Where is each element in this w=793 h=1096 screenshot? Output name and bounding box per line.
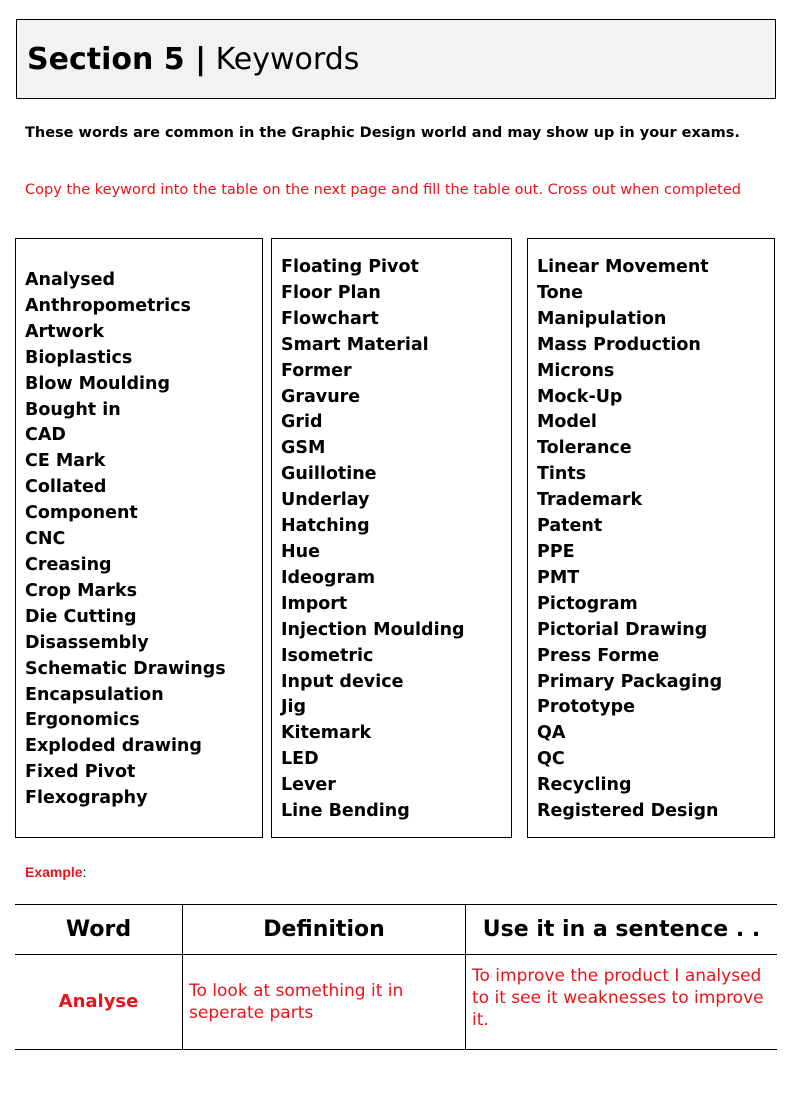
keyword-item: Isometric — [281, 645, 374, 666]
keyword-item: Tolerance — [537, 438, 632, 459]
keyword-item: Component — [25, 503, 138, 524]
example-sentence: To improve the product I analysed to it see it weaknesses to improve it. — [466, 955, 778, 1050]
intro-text: These words are common in the Graphic Design world and may show up in your exams. — [25, 125, 740, 141]
keyword-item: Flowchart — [281, 308, 379, 329]
keyword-item: Artwork — [25, 321, 104, 342]
keyword-item: Bioplastics — [25, 347, 133, 368]
keyword-column-1 — [15, 238, 263, 838]
keyword-item: Pictogram — [537, 593, 638, 614]
table-header-row — [15, 905, 777, 955]
keyword-column-2 — [271, 238, 512, 838]
keyword-item: Primary Packaging — [537, 671, 723, 692]
example-definition: To look at something it in seperate parts — [183, 955, 466, 1050]
keyword-item: CNC — [25, 529, 66, 550]
keyword-item: Creasing — [25, 554, 112, 575]
keyword-item: Lever — [281, 775, 336, 796]
keyword-item: QA — [537, 723, 566, 744]
keyword-item: Manipulation — [537, 308, 667, 329]
keyword-item: Input device — [281, 671, 404, 692]
keyword-list — [25, 268, 226, 812]
keyword-item: Mock-Up — [537, 386, 623, 407]
keyword-item: Gravure — [281, 386, 361, 407]
keyword-item: Model — [537, 412, 597, 433]
keyword-item: PPE — [537, 541, 575, 562]
example-label — [25, 864, 86, 880]
keyword-item: PMT — [537, 567, 580, 588]
keyword-item: Anthropometrics — [25, 295, 191, 316]
keyword-item: Exploded drawing — [25, 736, 202, 757]
keyword-item: CE Mark — [25, 451, 106, 472]
keyword-item: Schematic Drawings — [25, 658, 226, 679]
keyword-item: Linear Movement — [537, 257, 709, 277]
keyword-item: Floor Plan — [281, 282, 381, 303]
keyword-item: Microns — [537, 360, 615, 381]
keyword-item: Smart Material — [281, 334, 429, 355]
keyword-item: Bought in — [25, 399, 121, 420]
keyword-item: Collated — [25, 477, 107, 498]
keyword-item: Registered Design — [537, 801, 719, 822]
keyword-item: GSM — [281, 438, 326, 459]
keyword-list — [537, 255, 722, 825]
example-word: Analyse — [15, 955, 183, 1050]
keyword-item: Ergonomics — [25, 710, 140, 731]
keyword-item: Import — [281, 593, 348, 614]
keyword-item: Underlay — [281, 490, 370, 511]
keyword-item: Injection Moulding — [281, 619, 465, 640]
keyword-item: Analysed — [25, 270, 116, 290]
table-row — [15, 955, 777, 1050]
keyword-item: Grid — [281, 412, 323, 433]
keyword-item: Line Bending — [281, 801, 410, 822]
keyword-item: Patent — [537, 516, 603, 537]
keyword-item: Mass Production — [537, 334, 701, 355]
keyword-item: Hue — [281, 541, 320, 562]
keyword-list — [281, 255, 465, 825]
keyword-item: Trademark — [537, 490, 643, 511]
keyword-item: Guillotine — [281, 464, 377, 485]
keyword-item: Blow Moulding — [25, 373, 171, 394]
keyword-item: Die Cutting — [25, 606, 137, 627]
keyword-item: Crop Marks — [25, 580, 138, 601]
keyword-item: Prototype — [537, 697, 636, 718]
keyword-item: Tone — [537, 282, 583, 303]
title-banner — [16, 19, 776, 99]
section-number: Section 5 | — [27, 42, 207, 77]
instruction-text: Copy the keyword into the table on the next page and fill the table out. Cross out when completed — [25, 182, 741, 198]
keyword-item: Disassembly — [25, 632, 149, 653]
keyword-item: Hatching — [281, 516, 370, 537]
keyword-item: Press Forme — [537, 645, 660, 666]
keyword-item: Kitemark — [281, 723, 372, 744]
keyword-item: QC — [537, 749, 565, 770]
keyword-item: Former — [281, 360, 352, 381]
page-title — [27, 42, 359, 78]
keyword-item: Flexography — [25, 788, 148, 809]
header-definition: Definition — [183, 905, 466, 955]
keyword-item: Floating Pivot — [281, 257, 419, 277]
keyword-item: Jig — [281, 697, 307, 718]
keyword-item: Recycling — [537, 775, 632, 796]
keyword-item: Fixed Pivot — [25, 762, 136, 783]
example-table — [15, 904, 777, 1050]
keyword-column-3 — [527, 238, 775, 838]
keyword-item: Tints — [537, 464, 587, 485]
keyword-item: Encapsulation — [25, 684, 164, 705]
keyword-item: CAD — [25, 425, 66, 446]
keyword-item: Ideogram — [281, 567, 376, 588]
header-word: Word — [15, 905, 183, 955]
example-label-text: Example — [25, 864, 83, 880]
header-sentence: Use it in a sentence . . — [466, 905, 778, 955]
example-label-colon: : — [82, 864, 87, 880]
section-title: Keywords — [215, 42, 360, 77]
keyword-item: LED — [281, 749, 319, 770]
keyword-item: Pictorial Drawing — [537, 619, 708, 640]
